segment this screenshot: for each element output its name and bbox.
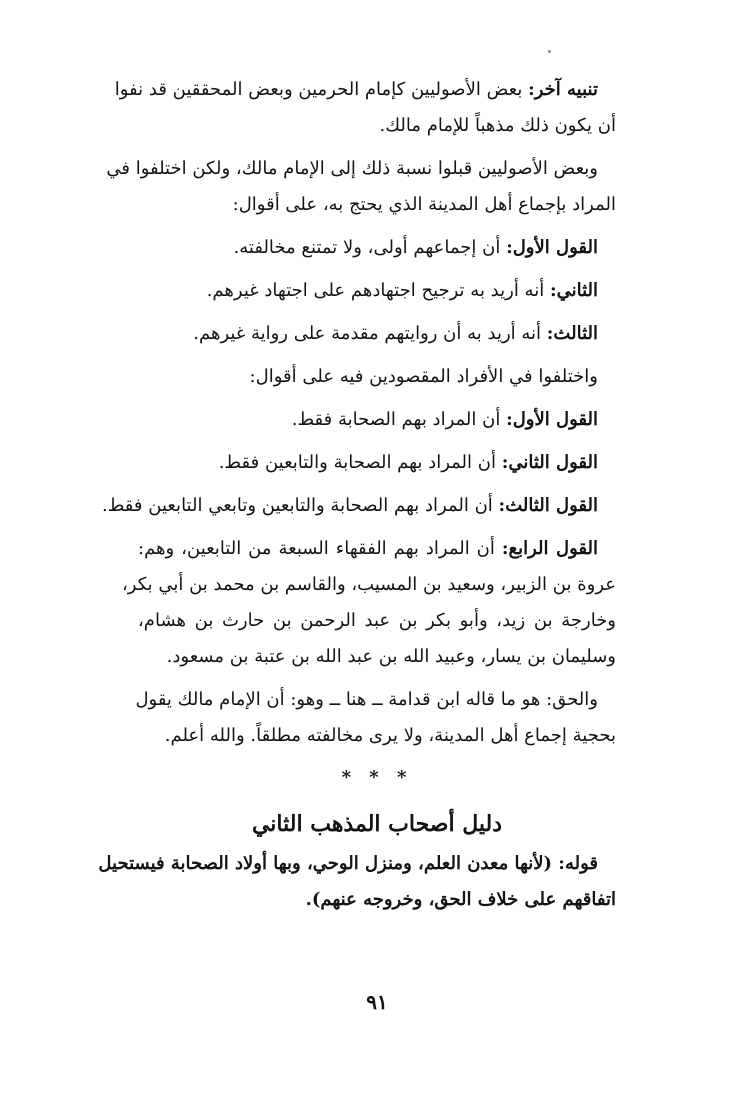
opinion-2-text: أنه أريد به ترجيح اجتهادهم على اجتهاد غيرهم.	[206, 280, 545, 301]
individuals-opinion-1-label: القول الأول:	[506, 409, 598, 430]
opinion-3-line	[138, 316, 616, 352]
individuals-opinion-1-text: أن المراد بهم الصحابة فقط.	[291, 409, 501, 430]
opinion-1-label: القول الأول:	[506, 237, 598, 258]
note-line-2: أن يكون ذلك مذهباً للإمام مالك.	[379, 115, 616, 136]
opinions-intro-line-1: وبعض الأصوليين قبلوا نسبة ذلك إلى الإمام مالك، ولكن اختلفوا في	[106, 158, 598, 179]
individuals-opinion-4-line-4: وسليمان بن يسار، وعبيد الله بن عبد الله بن عتبة بن مسعود.	[166, 646, 616, 667]
individuals-opinion-1-line	[138, 402, 616, 438]
individuals-opinion-2-label: القول الثاني:	[501, 452, 598, 473]
quote-line-2: اتفاقهم على خلاف الحق، وخروجه عنهم).	[305, 889, 616, 910]
individuals-opinion-1	[138, 402, 616, 438]
quote-paragraph	[98, 846, 616, 918]
conclusion-line-1: والحق: هو ما قاله ابن قدامة ــ هنا ــ وهو: أن الإمام مالك يقول	[135, 689, 598, 710]
note-label: تنبيه آخر:	[528, 79, 598, 100]
opinion-1-line	[138, 230, 616, 266]
opinion-3	[138, 316, 616, 352]
conclusion-paragraph	[135, 682, 616, 754]
page-number: ٩١	[366, 990, 388, 1014]
conclusion-line-2: بحجية إجماع أهل المدينة، ولا يرى مخالفته مطلقاً. والله أعلم.	[164, 725, 616, 746]
note-line-1	[114, 72, 616, 108]
section-heading: دليل أصحاب المذهب الثاني	[251, 811, 503, 837]
individuals-opinion-2-line	[138, 445, 616, 481]
individuals-opinion-4-line-2: عروة بن الزبير، وسعيد بن المسيب، والقاسم بن محمد بن أبي بكر،	[121, 574, 616, 595]
opinion-3-label: الثالث:	[546, 323, 598, 344]
individuals-opinion-3-label: القول الثالث:	[498, 495, 598, 516]
individuals-opinion-4	[121, 531, 616, 675]
opinion-3-text: أنه أريد به أن روايتهم مقدمة على رواية غيرهم.	[193, 323, 542, 344]
individuals-opinion-2	[138, 445, 616, 481]
opinions-intro-paragraph	[106, 151, 616, 223]
individuals-opinion-3-line	[102, 488, 616, 524]
scan-speck	[548, 50, 551, 53]
individuals-opinion-2-text: أن المراد بهم الصحابة والتابعين فقط.	[218, 452, 496, 473]
individuals-opinion-4-line-3: وخارجة بن زيد، وأبو بكر بن عبد الرحمن بن حارث بن هشام،	[138, 610, 616, 631]
note-text-1: بعض الأصوليين كإمام الحرمين وبعض المحققين قد نفوا	[114, 79, 523, 100]
opinion-1	[138, 230, 616, 266]
opinions-intro-line-2: المراد بإجماع أهل المدينة الذي يحتج به، على أقوال:	[232, 194, 616, 215]
opinion-2-line	[138, 273, 616, 309]
section-separator: * * *	[341, 767, 413, 788]
individuals-opinion-3-text: أن المراد بهم الصحابة والتابعين وتابعي التابعين فقط.	[102, 495, 493, 516]
individuals-intro	[138, 359, 616, 395]
individuals-opinion-4-line-1	[138, 531, 616, 567]
note-paragraph	[114, 72, 616, 144]
individuals-intro-line: واختلفوا في الأفراد المقصودين فيه على أقوال:	[249, 366, 598, 387]
opinion-1-text: أن إجماعهم أولى، ولا تمتنع مخالفته.	[233, 237, 501, 258]
individuals-opinion-3	[102, 488, 616, 524]
page-body	[98, 72, 616, 918]
opinion-2-label: الثاني:	[549, 280, 598, 301]
opinion-2	[138, 273, 616, 309]
quote-line-1: قوله: (لأنها معدن العلم، ومنزل الوحي، وبها أولاد الصحابة فيستحيل	[98, 853, 598, 874]
individuals-opinion-4-label: القول الرابع:	[501, 538, 598, 559]
individuals-opinion-4-text: أن المراد بهم الفقهاء السبعة من التابعين، وهم:	[138, 538, 495, 559]
